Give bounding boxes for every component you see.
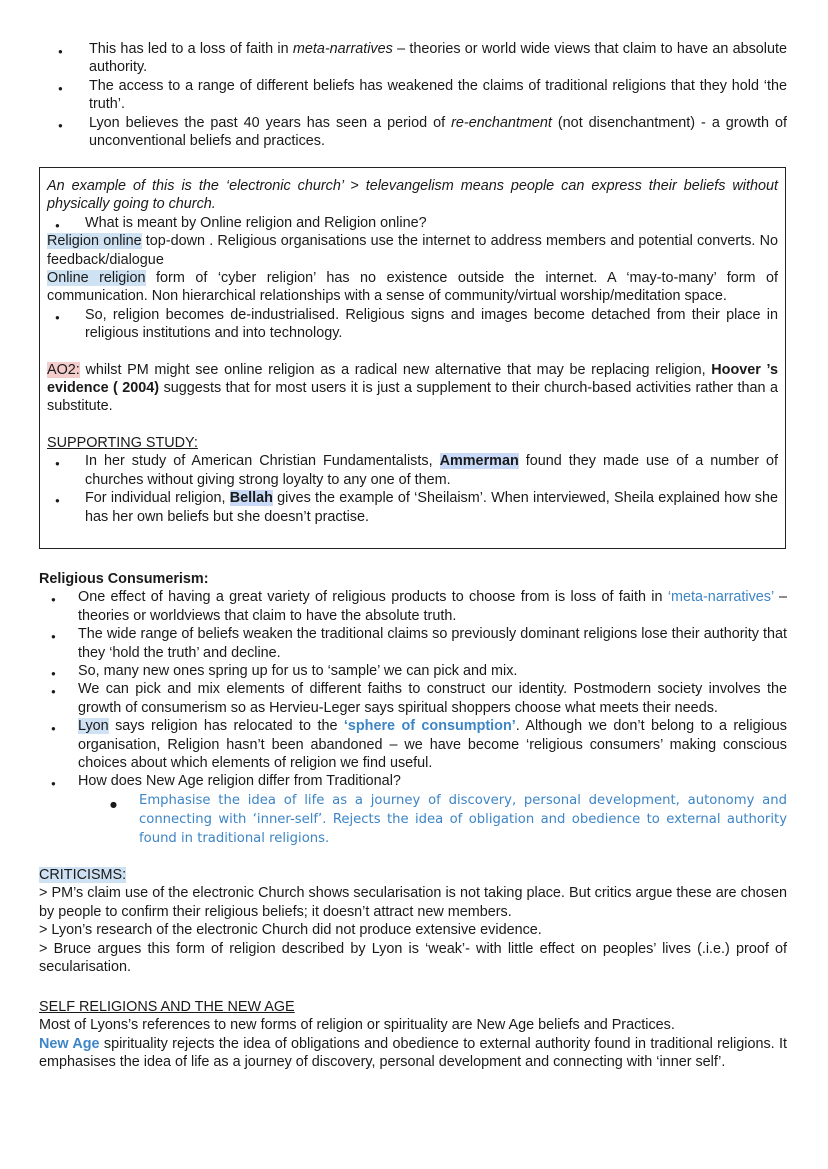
text: suggests that for most users it is just a supplement to their church-based activities rather than a substitute. [47, 380, 778, 415]
text: top-down . Religious organisations use the internet to address members and potential converts. No feedback/dialogue [47, 233, 778, 268]
study-heading: SUPPORTING STUDY: [47, 434, 198, 451]
colored-term: New Age [39, 1035, 100, 1052]
online-religion-box [39, 167, 786, 549]
highlighted-name: Ammerman [439, 453, 519, 470]
text: In her study of American Christian Fundamentalists, [85, 453, 440, 470]
self-religions-section [39, 998, 787, 1072]
list-item [39, 625, 787, 662]
text: . Although we don’t belong to a religious organisation, Religion hasn’t been abandoned – we have become ‘religious consumers’ making conscious choices about which elements of religion we find useful. [78, 718, 787, 772]
italic-term: re-enchantment [451, 114, 552, 131]
text: Emphasise the idea of life as a journey of discovery, personal development, autonomy and connecting with ‘inner-self’. Rejects the idea of obligation and obedience to external authority found in traditional religions. [139, 792, 787, 846]
highlighted-name: Bellah [229, 490, 273, 507]
text: found they made use of a number of churches without giving strong loyalty to any one of them. [85, 453, 778, 488]
list-item [39, 588, 787, 625]
text: Lyon believes the past 40 years has seen a period of [89, 114, 452, 131]
text: For individual religion, [85, 490, 230, 507]
list-item [39, 717, 787, 772]
colored-term: ‘meta-narratives’ [667, 589, 774, 606]
question: What is meant by Online religion and Religion online? [85, 214, 427, 231]
list-item [47, 452, 778, 489]
text: – theories or world wide views that claim to have an absolute authority. [89, 41, 788, 76]
highlighted-term: Religion online [47, 233, 142, 250]
criticism-text: > PM’s claim use of the electronic Church shows secularisation is not taking place. But critics argue these are chosen by people to confirm their religious beliefs; it doesn’t attract new members. [39, 885, 787, 920]
text: (not disenchantment) - a growth of unconventional beliefs and practices. [89, 114, 787, 150]
text: says religion has relocated to the [108, 718, 344, 735]
colored-term: ‘sphere of consumption’ [343, 718, 516, 735]
criticisms-section [39, 866, 787, 976]
text: form of ‘cyber religion’ has no existence outside the internet. A ‘may-to-many’ form of communication. Non hierarchical relationships with a sense of community/virtual worship/meditation space. [47, 270, 778, 305]
criticism-text: > Lyon’s research of the electronic Church did not produce extensive evidence. [39, 922, 542, 939]
section-heading: CRITICISMS: [39, 867, 127, 883]
bold-term: Hoover ’s evidence ( 2004) [47, 361, 778, 397]
criticism-text: > Bruce argues this form of religion described by Lyon is ‘weak’- with little effect on peoples’ lives (.i.e.) proof of secularisation. [39, 940, 787, 976]
consumerism-section [39, 570, 787, 848]
box-intro: An example of this is the ‘electronic church’ > televangelism means people can express their beliefs without physically going to church. [47, 178, 778, 213]
list-item [39, 662, 787, 680]
online-religion-def [47, 269, 778, 306]
text: How does New Age religion differ from Traditional? [78, 773, 401, 790]
ao2-label: AO2: [47, 361, 80, 378]
text: The wide range of beliefs weaken the traditional claims so previously dominant religions lose their authority that they ‘hold the truth’ and decline. [78, 626, 787, 661]
list-item [47, 489, 778, 526]
list-item [39, 680, 787, 717]
text: spirituality rejects the idea of obligations and obedience to external authority found in traditional religions. It emphasises the idea of life as a journey of discovery, personal development and connecting with ‘inner self’. [39, 1035, 787, 1071]
ao2-paragraph [47, 361, 778, 416]
list-item [47, 306, 778, 343]
text: whilst PM might see online religion as a radical new alternative that may be replacing religion, [79, 361, 712, 378]
paragraph: Most of Lyons’s references to new forms of religion or spirituality are New Age beliefs and Practices. [39, 1017, 675, 1034]
paragraph [39, 1035, 787, 1072]
text: One effect of having a great variety of religious products to choose from is loss of faith in [78, 589, 668, 606]
highlighted-name: Lyon [78, 718, 109, 735]
text: gives the example of ‘Sheilaism’. When interviewed, Sheila explained how she has her own beliefs but she doesn’t practise. [85, 490, 778, 525]
list-item [0, 40, 787, 77]
list-item [47, 214, 778, 232]
section-heading: Religious Consumerism: [39, 571, 209, 587]
text: So, many new ones spring up for us to ‘sample’ we can pick and mix. [78, 663, 518, 680]
sub-list-item [39, 791, 787, 848]
list-item [39, 772, 787, 790]
text: We can pick and mix elements of different faiths to construct our identity. Postmodern society involves the growth of consumerism so as Hervieu-Leger says spiritual shoppers choose what meets their needs. [78, 681, 787, 716]
list-item [0, 114, 787, 151]
religion-online-def [47, 232, 778, 269]
text: The access to a range of different beliefs has weakened the claims of traditional religions that they hold ‘the truth’. [89, 77, 787, 113]
text: – theories or worldviews that claim to have the absolute truth. [78, 589, 787, 624]
text: So, religion becomes de-industrialised. Religious signs and images become detached from their place in religious institutions and into technology. [85, 306, 778, 342]
italic-term: meta-narratives [292, 41, 393, 57]
list-item [0, 77, 787, 114]
text: This has led to a loss of faith in [89, 41, 293, 57]
section-heading: SELF RELIGIONS AND THE NEW AGE [39, 999, 295, 1015]
highlighted-term: Online religion [47, 270, 146, 287]
top-bullet-list [0, 40, 828, 150]
